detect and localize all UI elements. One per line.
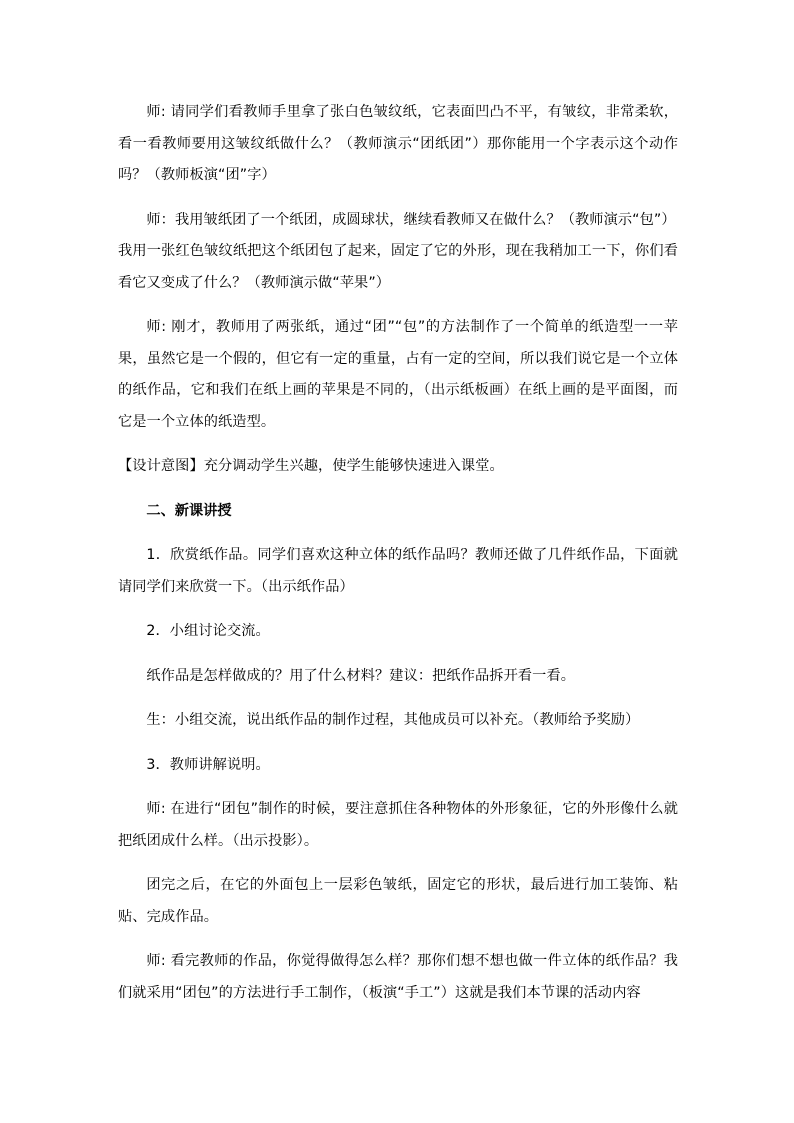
document-body bbox=[118, 97, 678, 1022]
paragraph-student: 生：小组交流，说出纸作品的制作过程，其他成员可以补充。（教师给予奖励） bbox=[146, 712, 640, 728]
paragraph-teacher-closing: 师: 看完教师的作品，你觉得做得怎么样？那你们想不想也做一件立体的纸作品？我们就采用“团包”的方法进行手工制作，（板演“手工”）这就是我们本节课的活动内容 bbox=[118, 953, 678, 1001]
paragraph-step-1: 1．欣赏纸作品。同学们喜欢这种立体的纸作品吗？教师还做了几件纸作品，下面就请同学们来欣赏一下。（出示纸作品） bbox=[118, 547, 678, 595]
section-heading-new-lesson: 二、新课讲授 bbox=[146, 502, 232, 519]
paragraph-teacher-tips: 师: 在进行“团包”制作的时候，要注意抓住各种物体的外形象征，它的外形像什么就把纸团成什么样。（出示投影）。 bbox=[118, 801, 678, 849]
paragraph-teacher-wrap: 我用一张红色皱纹纸把这个纸团包了起来，固定了它的外形，现在我稍加工一下，你们看看它又变成了什么？（教师演示做“苹果”） bbox=[118, 243, 678, 291]
paragraph-teacher-ball: 师：我用皱纸团了一个纸团，成圆球状，继续看教师又在做什么？（教师演示“包”） bbox=[146, 211, 676, 228]
paragraph-step-3: 3．教师讲解说明。 bbox=[146, 756, 270, 773]
paragraph-question: 纸作品是怎样做成的？用了什么材料？建议：把纸作品拆开看一看。 bbox=[146, 667, 576, 684]
paragraph-teacher-intro: 师: 请同学们看教师手里拿了张白色皱纹纸，它表面凹凸不平，有皱纹，非常柔软，看一看教师要用这皱纹纸做什么？（教师演示“团纸团”）那你能用一个字表示这个动作吗？（教师板演“团”字） bbox=[118, 104, 678, 183]
paragraph-step-2: 2．小组讨论交流。 bbox=[146, 623, 270, 639]
paragraph-finish: 团完之后，在它的外面包上一层彩色皱纸，固定它的形状，最后进行加工装饰、粘贴、完成作品。 bbox=[118, 877, 678, 925]
paragraph-design-intent: 【设计意图】充分调动学生兴趣，使学生能够快速进入课堂。 bbox=[118, 458, 504, 474]
paragraph-teacher-explain: 师: 刚才，教师用了两张纸，通过“团”“包”的方法制作了一个简单的纸造型一一苹果，虽然它是一个假的，但它有一定的重量，占有一定的空间，所以我们说它是一个立体的纸作品，它和我们在纸上画的苹果是不同的，（出示纸板画）在纸上画的是平面图，而它是一个立体的纸造型。 bbox=[118, 319, 678, 430]
